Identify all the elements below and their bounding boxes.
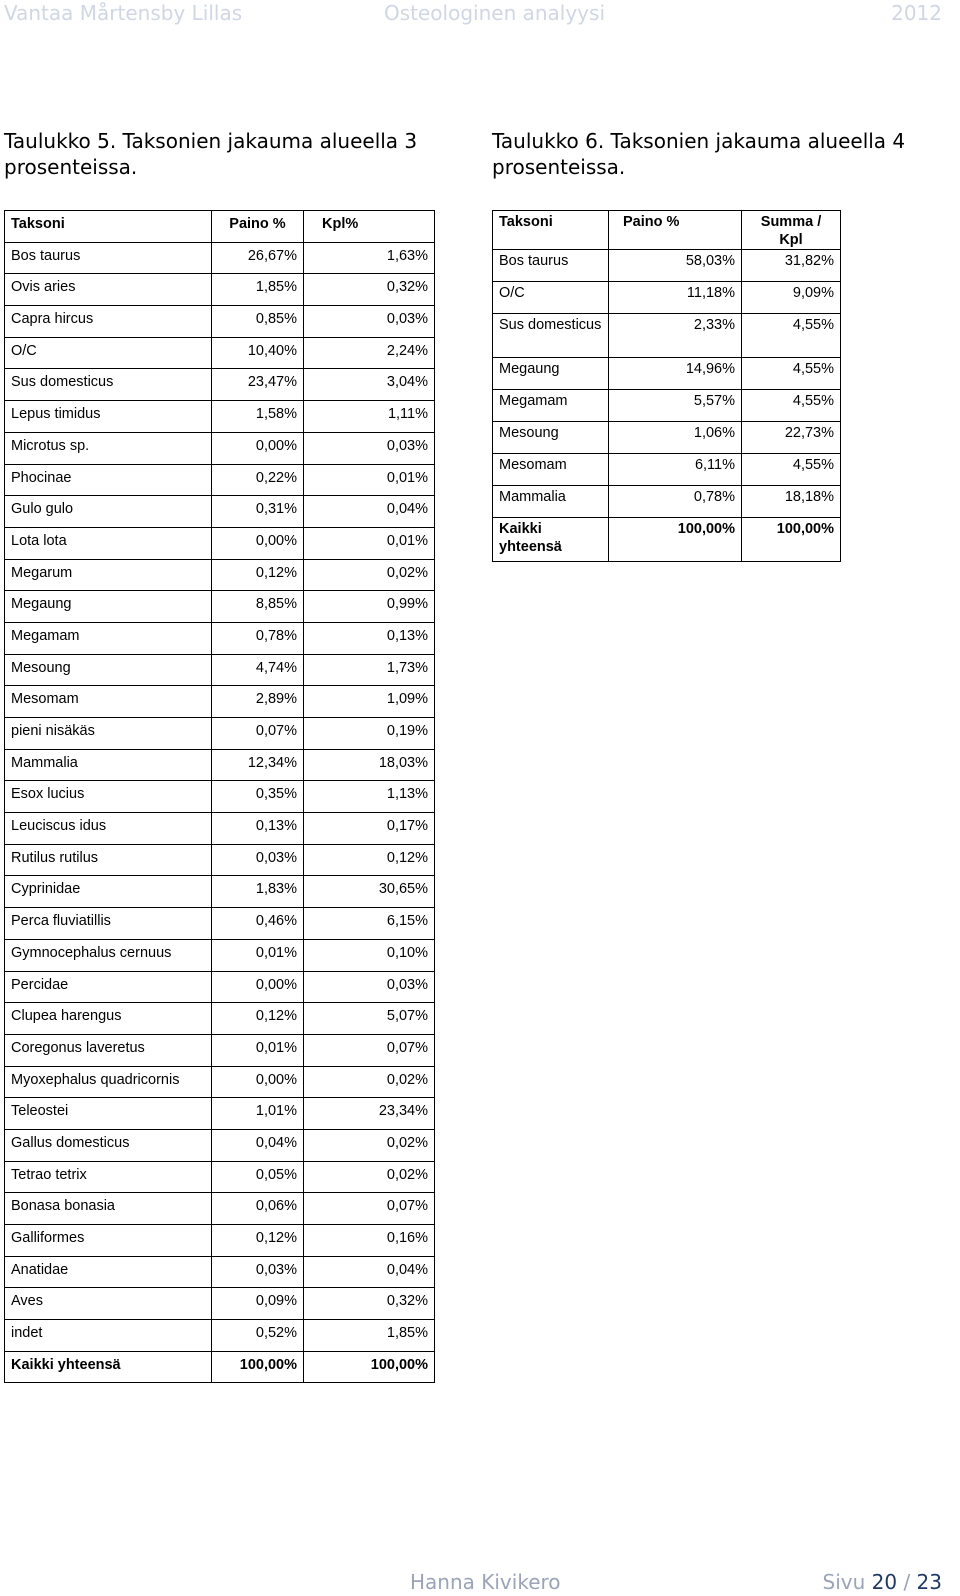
table-row <box>5 1034 435 1066</box>
cell-count: 30,65% <box>304 876 435 908</box>
cell-count: 0,13% <box>304 622 435 654</box>
cell-weight: 0,85% <box>212 306 304 338</box>
cell-count: 0,99% <box>304 591 435 623</box>
cell-taxon: Mesomam <box>493 454 609 486</box>
cell-count: 1,13% <box>304 781 435 813</box>
cell-taxon: Coregonus laveretus <box>5 1034 212 1066</box>
cell-weight: 2,89% <box>212 686 304 718</box>
table-row <box>5 622 435 654</box>
cell-taxon: Myoxephalus quadricornis <box>5 1066 212 1098</box>
table-row <box>5 242 435 274</box>
cell-weight: 23,47% <box>212 369 304 401</box>
table-row <box>5 876 435 908</box>
table-row <box>5 654 435 686</box>
table-row <box>5 1098 435 1130</box>
table-row <box>5 939 435 971</box>
cell-weight: 0,03% <box>212 1256 304 1288</box>
cell-weight: 0,12% <box>212 559 304 591</box>
cell-count: 4,55% <box>742 358 841 390</box>
table-row <box>493 422 841 454</box>
cell-count: 0,19% <box>304 718 435 750</box>
cell-count: 0,03% <box>304 971 435 1003</box>
table6-col-paino: Paino % <box>609 211 742 250</box>
table-row <box>5 813 435 845</box>
cell-weight: 11,18% <box>609 282 742 314</box>
footer-page-number <box>823 1570 943 1594</box>
cell-count: 0,16% <box>304 1225 435 1257</box>
cell-taxon: Mammalia <box>5 749 212 781</box>
table5-col-paino: Paino % <box>212 211 304 243</box>
cell-taxon: Perca fluviatillis <box>5 908 212 940</box>
cell-weight: 0,12% <box>212 1003 304 1035</box>
cell-weight: 0,52% <box>212 1320 304 1352</box>
cell-weight: 0,09% <box>212 1288 304 1320</box>
table5-caption: Taulukko 5. Taksonien jakauma alueella 3 prosenteissa. <box>4 129 418 179</box>
cell-weight: 8,85% <box>212 591 304 623</box>
cell-count: 0,32% <box>304 1288 435 1320</box>
cell-taxon: Bonasa bonasia <box>5 1193 212 1225</box>
cell-count: 0,01% <box>304 464 435 496</box>
page-header <box>0 0 960 30</box>
cell-weight: 0,12% <box>212 1225 304 1257</box>
table6-col-taksoni: Taksoni <box>493 211 609 250</box>
table5-col-kpl: Kpl% <box>304 211 435 243</box>
table-row <box>5 781 435 813</box>
cell-count: 23,34% <box>304 1098 435 1130</box>
table-row <box>5 306 435 338</box>
cell-count: 1,63% <box>304 242 435 274</box>
table-row <box>493 454 841 486</box>
cell-taxon: pieni nisäkäs <box>5 718 212 750</box>
cell-weight: 26,67% <box>212 242 304 274</box>
cell-taxon: Leuciscus idus <box>5 813 212 845</box>
cell-taxon: Microtus sp. <box>5 432 212 464</box>
cell-taxon: Mesoung <box>493 422 609 454</box>
cell-weight: 12,34% <box>212 749 304 781</box>
cell-count: 100,00% <box>304 1351 435 1383</box>
cell-taxon: O/C <box>5 337 212 369</box>
cell-taxon: Teleostei <box>5 1098 212 1130</box>
cell-count: 0,10% <box>304 939 435 971</box>
table-row <box>5 1256 435 1288</box>
cell-count: 18,03% <box>304 749 435 781</box>
table-row <box>5 749 435 781</box>
table-row <box>5 686 435 718</box>
cell-taxon: indet <box>5 1320 212 1352</box>
cell-taxon: Percidae <box>5 971 212 1003</box>
cell-weight: 0,00% <box>212 1066 304 1098</box>
cell-count: 4,55% <box>742 390 841 422</box>
cell-weight: 0,03% <box>212 844 304 876</box>
cell-taxon: Bos taurus <box>5 242 212 274</box>
table-row <box>5 971 435 1003</box>
cell-weight: 0,01% <box>212 1034 304 1066</box>
table5-header-row <box>5 211 435 243</box>
cell-taxon: Bos taurus <box>493 250 609 282</box>
cell-count: 18,18% <box>742 486 841 518</box>
cell-taxon: Gulo gulo <box>5 496 212 528</box>
cell-weight: 2,33% <box>609 314 742 358</box>
table5 <box>4 210 435 1383</box>
cell-weight: 0,00% <box>212 432 304 464</box>
cell-weight: 5,57% <box>609 390 742 422</box>
cell-taxon: Sus domesticus <box>493 314 609 358</box>
cell-weight: 6,11% <box>609 454 742 486</box>
cell-taxon: Megarum <box>5 559 212 591</box>
cell-taxon: Phocinae <box>5 464 212 496</box>
cell-taxon: Esox lucius <box>5 781 212 813</box>
cell-taxon: Lepus timidus <box>5 401 212 433</box>
cell-weight: 58,03% <box>609 250 742 282</box>
table-row <box>5 1288 435 1320</box>
cell-weight: 0,22% <box>212 464 304 496</box>
table-row <box>5 401 435 433</box>
cell-weight: 0,07% <box>212 718 304 750</box>
cell-count: 6,15% <box>304 908 435 940</box>
cell-weight: 0,31% <box>212 496 304 528</box>
cell-taxon: Sus domesticus <box>5 369 212 401</box>
cell-count: 0,01% <box>304 527 435 559</box>
cell-count: 3,04% <box>304 369 435 401</box>
cell-count: 5,07% <box>304 1003 435 1035</box>
table-row <box>5 496 435 528</box>
cell-weight: 1,06% <box>609 422 742 454</box>
table-row <box>493 282 841 314</box>
cell-taxon: Kaikki yhteensä <box>5 1351 212 1383</box>
cell-weight: 0,00% <box>212 527 304 559</box>
table-row <box>5 1161 435 1193</box>
cell-weight: 0,35% <box>212 781 304 813</box>
footer-page-current: 20 <box>871 1570 898 1594</box>
cell-count: 0,02% <box>304 1161 435 1193</box>
cell-taxon: Rutilus rutilus <box>5 844 212 876</box>
cell-weight: 14,96% <box>609 358 742 390</box>
cell-taxon: Galliformes <box>5 1225 212 1257</box>
cell-weight: 1,85% <box>212 274 304 306</box>
cell-taxon: O/C <box>493 282 609 314</box>
table-total-row <box>493 518 841 562</box>
cell-count: 0,02% <box>304 1129 435 1161</box>
cell-taxon: Ovis aries <box>5 274 212 306</box>
table-row <box>5 1129 435 1161</box>
header-year: 2012 <box>891 1 942 25</box>
footer-author: Hanna Kivikero <box>410 1570 561 1594</box>
footer-page-label: Sivu <box>822 1570 866 1594</box>
cell-count: 0,04% <box>304 496 435 528</box>
header-site: Vantaa Mårtensby Lillas <box>4 1 243 25</box>
cell-taxon: Mammalia <box>493 486 609 518</box>
cell-weight: 0,00% <box>212 971 304 1003</box>
table-row <box>5 844 435 876</box>
cell-taxon: Mesoung <box>5 654 212 686</box>
cell-count: 1,09% <box>304 686 435 718</box>
table-row <box>493 390 841 422</box>
header-title: Osteologinen analyysi <box>384 1 605 25</box>
cell-taxon: Anatidae <box>5 1256 212 1288</box>
table5-col-taksoni: Taksoni <box>5 211 212 243</box>
table-row <box>5 274 435 306</box>
cell-weight: 1,58% <box>212 401 304 433</box>
cell-weight: 0,78% <box>609 486 742 518</box>
cell-taxon: Megamam <box>493 390 609 422</box>
cell-count: 4,55% <box>742 454 841 486</box>
cell-count: 9,09% <box>742 282 841 314</box>
table-row <box>5 718 435 750</box>
cell-count: 100,00% <box>742 518 841 562</box>
table6-header-row <box>493 211 841 250</box>
cell-taxon: Gymnocephalus cernuus <box>5 939 212 971</box>
table-total-row <box>5 1351 435 1383</box>
cell-weight: 0,13% <box>212 813 304 845</box>
cell-taxon: Tetrao tetrix <box>5 1161 212 1193</box>
cell-weight: 1,01% <box>212 1098 304 1130</box>
cell-taxon: Aves <box>5 1288 212 1320</box>
cell-weight: 4,74% <box>212 654 304 686</box>
cell-count: 1,85% <box>304 1320 435 1352</box>
cell-count: 0,12% <box>304 844 435 876</box>
cell-taxon: Megaung <box>493 358 609 390</box>
cell-taxon: Clupea harengus <box>5 1003 212 1035</box>
table-row <box>5 1320 435 1352</box>
table-row <box>493 486 841 518</box>
cell-weight: 100,00% <box>212 1351 304 1383</box>
cell-taxon: Megamam <box>5 622 212 654</box>
cell-count: 0,32% <box>304 274 435 306</box>
table-row <box>5 369 435 401</box>
cell-count: 4,55% <box>742 314 841 358</box>
cell-count: 0,17% <box>304 813 435 845</box>
cell-count: 22,73% <box>742 422 841 454</box>
cell-weight: 1,83% <box>212 876 304 908</box>
table6 <box>492 210 841 562</box>
cell-weight: 0,01% <box>212 939 304 971</box>
cell-count: 31,82% <box>742 250 841 282</box>
table-row <box>5 527 435 559</box>
table-row <box>5 1225 435 1257</box>
table-row <box>5 337 435 369</box>
table-row <box>493 358 841 390</box>
table-row <box>5 908 435 940</box>
table-row <box>5 464 435 496</box>
table-row <box>5 591 435 623</box>
cell-taxon: Mesomam <box>5 686 212 718</box>
cell-taxon: Lota lota <box>5 527 212 559</box>
cell-weight: 0,04% <box>212 1129 304 1161</box>
cell-count: 0,02% <box>304 559 435 591</box>
table-row <box>5 1193 435 1225</box>
table6-caption: Taulukko 6. Taksonien jakauma alueella 4 prosenteissa. <box>492 129 906 179</box>
footer-page-total: 23 <box>916 1570 942 1594</box>
footer-page-sep: / <box>903 1570 911 1594</box>
cell-count: 1,11% <box>304 401 435 433</box>
cell-taxon: Capra hircus <box>5 306 212 338</box>
table-row <box>5 1003 435 1035</box>
cell-count: 1,73% <box>304 654 435 686</box>
table6-col-summa: Summa / Kpl <box>742 211 841 250</box>
cell-count: 0,03% <box>304 306 435 338</box>
cell-count: 0,07% <box>304 1034 435 1066</box>
table-row <box>5 559 435 591</box>
cell-taxon: Kaikki yhteensä <box>493 518 609 562</box>
cell-weight: 10,40% <box>212 337 304 369</box>
table-row <box>493 314 841 358</box>
cell-taxon: Megaung <box>5 591 212 623</box>
cell-weight: 0,46% <box>212 908 304 940</box>
cell-count: 0,02% <box>304 1066 435 1098</box>
table-row <box>493 250 841 282</box>
cell-count: 0,04% <box>304 1256 435 1288</box>
cell-count: 0,07% <box>304 1193 435 1225</box>
cell-taxon: Cyprinidae <box>5 876 212 908</box>
cell-count: 0,03% <box>304 432 435 464</box>
table-row <box>5 1066 435 1098</box>
cell-weight: 0,05% <box>212 1161 304 1193</box>
cell-taxon: Gallus domesticus <box>5 1129 212 1161</box>
cell-weight: 100,00% <box>609 518 742 562</box>
cell-weight: 0,06% <box>212 1193 304 1225</box>
cell-weight: 0,78% <box>212 622 304 654</box>
cell-count: 2,24% <box>304 337 435 369</box>
table-row <box>5 432 435 464</box>
